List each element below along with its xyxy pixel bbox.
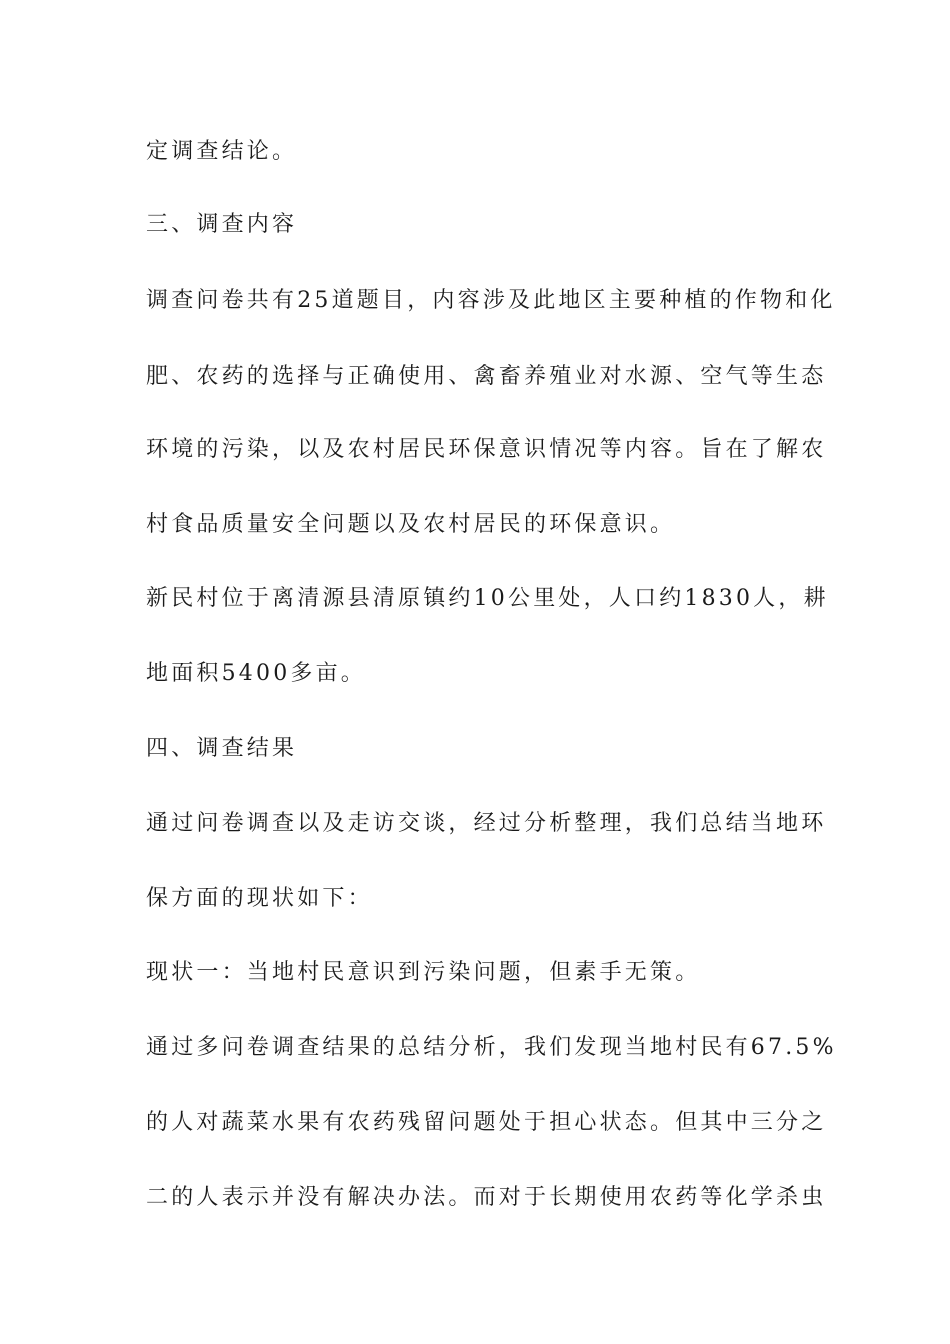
text-line-4: 肥、农药的选择与正确使用、禽畜养殖业对水源、空气等生态 xyxy=(146,364,827,389)
text-line-3: 调查问卷共有25道题目，内容涉及此地区主要种植的作物和化 xyxy=(146,288,836,313)
text-line-15: 二的人表示并没有解决办法。而对于长期使用农药等化学杀虫 xyxy=(146,1185,827,1210)
text-line-5: 环境的污染，以及农村居民环保意识情况等内容。旨在了解农 xyxy=(146,437,827,462)
section-heading-3: 三、调查内容 xyxy=(146,212,298,237)
text-line-1: 定调查结论。 xyxy=(146,139,298,164)
text-line-8: 地面积5400多亩。 xyxy=(146,661,366,686)
section-heading-4: 四、调查结果 xyxy=(146,736,298,761)
text-line-12: 现状一：当地村民意识到污染问题，但素手无策。 xyxy=(146,960,701,985)
text-line-6: 村食品质量安全问题以及农村居民的环保意识。 xyxy=(146,512,676,537)
text-line-13: 通过多问卷调查结果的总结分析，我们发现当地村民有67.5% xyxy=(146,1035,837,1060)
text-line-11: 保方面的现状如下： xyxy=(146,886,373,911)
text-line-14: 的人对蔬菜水果有农药残留问题处于担心状态。但其中三分之 xyxy=(146,1110,827,1135)
text-line-7: 新民村位于离清源县清原镇约10公里处，人口约1830人，耕 xyxy=(146,586,829,611)
text-line-10: 通过问卷调查以及走访交谈，经过分析整理，我们总结当地环 xyxy=(146,811,827,836)
